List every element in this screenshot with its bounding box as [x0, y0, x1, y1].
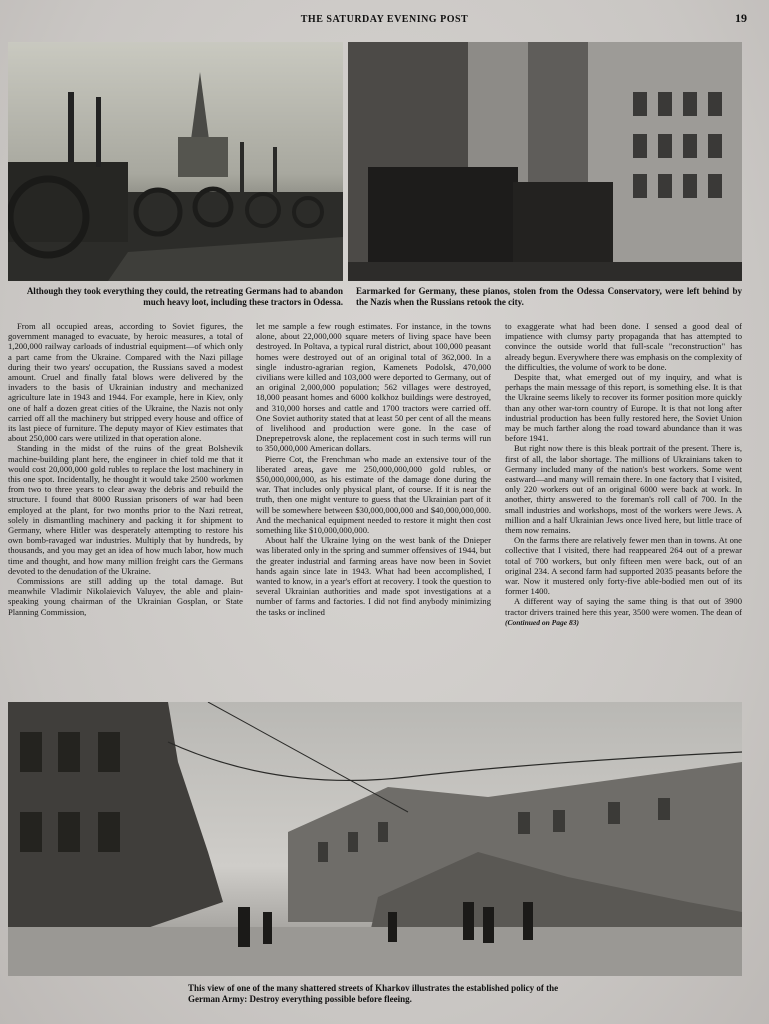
- article-column-3: [505, 321, 742, 693]
- caption-kharkov: This view of one of the many shattered streets of Kharkov illustrates the established policy of the German Army: Destroy everything possible before fleeing.: [188, 983, 559, 1004]
- kharkov-street-image: [8, 702, 742, 976]
- article-paragraph: On the farms there are relatively fewer men than in towns. At one collective that I visited, there had reappeared 264 out of a prewar total of 700 workers, but only fifteen men were back, out of an original 234. A second farm had supported 2035 peasants before the war. Now it mustered only forty-five able-bodied men out of its former 1400.: [505, 535, 742, 597]
- caption-pianos: Earmarked for Germany, these pianos, stolen from the Odessa Conservatory, were left behind by the Nazis when the Russians retook the city.: [356, 286, 742, 307]
- article-paragraph: Pierre Cot, the Frenchman who made an extensive tour of the liberated areas, gave me 250,000,000,000 gold rubles, or $50,000,000,000, as his estimate of the damage done during the war. That includes only physical plant, of course. If it is near the truth, then one might venture to guess that the Ukrainian part of it will be somewhere between $30,000,000,000 and $40,000,000,000. And the mechanical equipment needed to restore it might then cost something like $10,000,000,000.: [256, 453, 491, 536]
- article-column-1: [8, 321, 243, 693]
- running-head: THE SATURDAY EVENING POST: [300, 14, 469, 25]
- continued-note: (Continued on Page 83): [505, 617, 579, 627]
- article-paragraph: Commissions are still adding up the total damage. But meanwhile Vladimir Nikolaievich Valuyev, the able and plain-speaking young chairman of the Ukrainian Gosplan, or State Planning Commission,: [8, 576, 243, 617]
- article-paragraph: [505, 596, 742, 628]
- tractors-image: [8, 42, 343, 281]
- caption-tractors: Although they took everything they could, the retreating Germans had to abandon much heavy loot, including these tractors in Odessa.: [26, 286, 343, 307]
- photo-pianos: [348, 42, 742, 281]
- article-paragraph: But right now there is this bleak portrait of the present. There is, first of all, the labor shortage. The millions of Ukrainians taken to Germany included many of the nation's best workers. Some went eastward—and many will remain there. In one factory that I visited, only 220 workers out of an original 6000 were back at work. In another, thirty answered to the foreman's roll call of 700. In the small industries and workshops, most of the workers were Jews. A million and a half Ukrainian Jews once lived here, but little trace of them now remains.: [505, 443, 742, 536]
- photo-kharkov-street: [8, 702, 742, 976]
- photo-tractors: [8, 42, 343, 281]
- article-paragraph: From all occupied areas, according to Soviet figures, the government managed to evacuate, by heroic measures, a total of 1,200,000 railway carloads of industrial equipment—of which only a part came from the Ukraine. Compared with the Nazi pillage during their two years' occupation, the Russians saved a modest amount. Cruel and finally fatal blows were delivered by the invaders to the basis of Ukrainian industry and mechanized agriculture late in 1943 and 1944. For example, here in Kiev, only one of half a dozen great cities of the Ukraine, the Nazis not only carried off all the machinery but stripped every house and office of its last piece of furniture. The deputy mayor of Kiev estimates that about 250,000 cars were utilized in that operation alone.: [8, 321, 243, 444]
- page-number: 19: [735, 11, 747, 25]
- article-paragraph: Despite that, what emerged out of my inquiry, and what is perhaps the main message of this report, is something else. It is that the Ukraine seems likely to recover its former position more quickly than any other war-torn country of Europe. It is that not long after industrial production has been fully restored here, the Soviet Union may be much farther along the road toward abundance than it was before 1941.: [505, 372, 742, 444]
- article-paragraph: let me sample a few rough estimates. For instance, in the towns alone, about 22,000,000 square meters of living space have been destroyed. In Poltava, a typical rural district, about 100,000 peasant homes were destroyed out of an original total of 362,000. In a single industro-agrarian region, Kamenets Podolsk, 470,000 civilians were killed and 103,000 were deported to Germany, out of an original 2,000,000 population; 562 villages were destroyed, 18,000 peasant homes and 6000 kolkhoz buildings were destroyed, and 310,000 horses and cattle and 1700 tractors were carried off. One Soviet authority stated that at least 50 per cent of all the means of livelihood and production were gone. In the case of Dneprepetrovsk alone, the replacement cost in such terms will run to 350,000,000 American dollars.: [256, 321, 491, 454]
- article-paragraph: About half the Ukraine lying on the west bank of the Dnieper was liberated only in the spring and summer offensives of 1944, but the greater industrial and farming areas have now been in Soviet hands again since late in 1943. What had been accomplished, I wanted to know, in a year's effort at recovery. I took the question to several Ukrainian authorities and made spot investigations at a number of farms and factories. I did not find anybody minimizing the tasks or inclined: [256, 535, 491, 617]
- article-column-2: [256, 321, 491, 693]
- article-paragraph-text: A different way of saying the same thing is that out of 3900 tractor drivers trained here this year, 3500 were women. The dean of: [505, 596, 742, 617]
- page-header: [0, 10, 769, 30]
- article-paragraph: to exaggerate what had been done. I sensed a good deal of impatience with clumsy party propaganda that has attempted to convince the outside world that full-scale "reconstruction" has already begun. Everywhere there was emphasis on the complexity of the difficulties, the volume of work to be done.: [505, 321, 742, 372]
- article-paragraph: Standing in the midst of the ruins of the great Bolshevik machine-building plant here, the engineer in chief told me that it would cost 20,000,000 gold rubles to replace the lost machinery in this one spot. Incidentally, he thought it would take 2500 workmen from two to three years to clear away the debris and rebuild the structure. I found that 8000 Russian prisoners of war had been employed at the plant, for two months prior to the Nazi retreat, solely in dismantling machinery and packing it for shipment to Germany, where Hitler was desperately attempting to restore his own bomb-ravaged war industries. Multiply that by hundreds, by thousands, and you may get an idea of how much labor, how much time and thought, and how many million freight cars the Germans devoted to the denudation of the Ukraine.: [8, 443, 243, 576]
- pianos-image: [348, 42, 742, 281]
